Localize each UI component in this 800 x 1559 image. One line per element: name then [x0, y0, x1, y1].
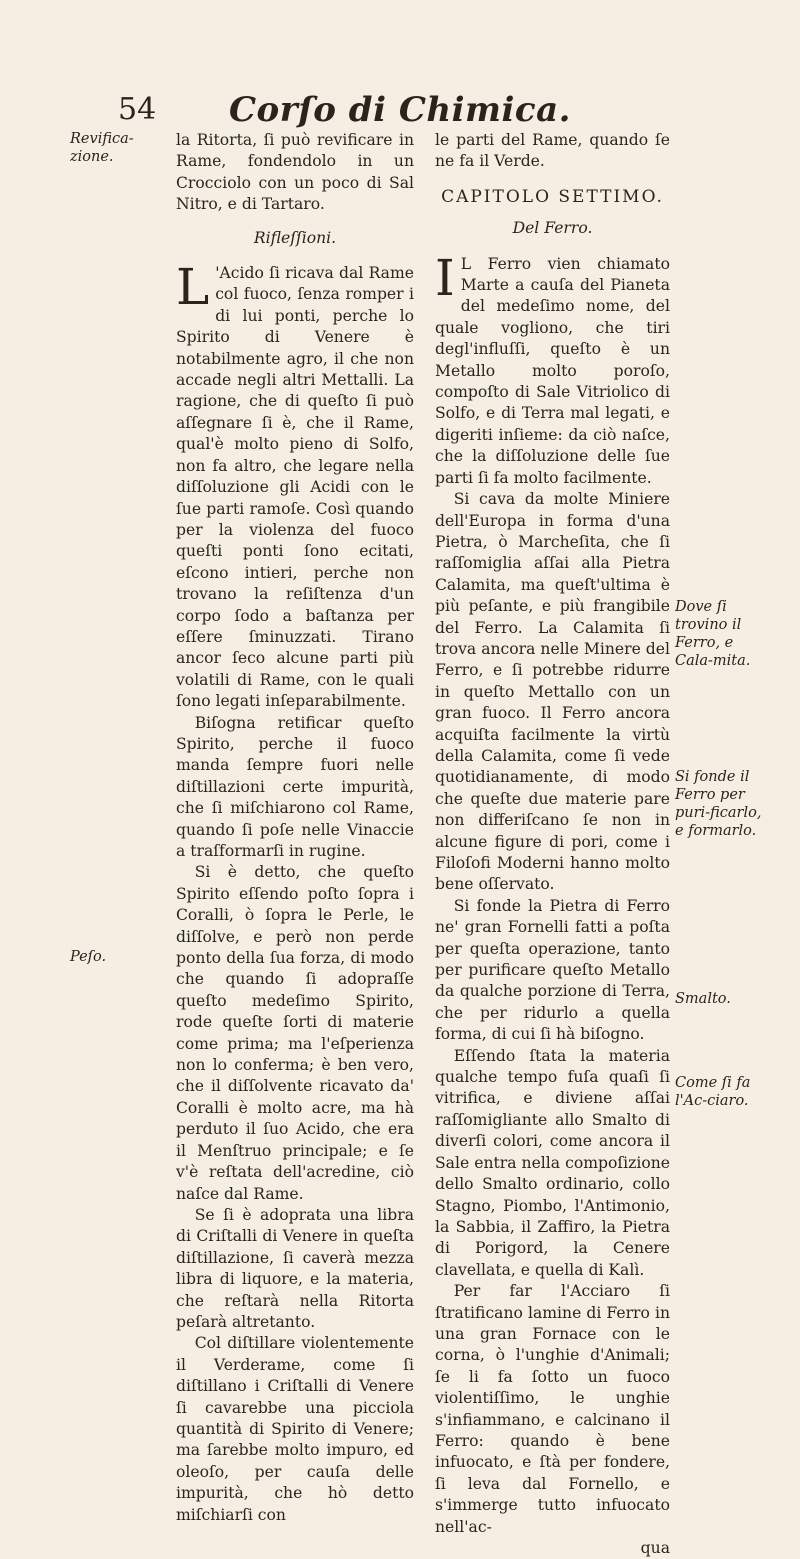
running-title: Corſo di Chimica. [229, 90, 571, 130]
margin-note-acciaro: Come ſi fa l'Ac-ciaro. [675, 1075, 751, 1109]
right-paragraph-2: Si cava da molte Miniere dell'Europa in forma d'una Pietra, ò Marcheſita, che ſi raſſomiglia aſſai alla Pietra Calamita, ma queſt'ultima è più peſante, e più frangibile del Ferro. La Calamita ſi trova ancora nelle Minere del Ferro, e ſi potrebbe ridurre in queſto Mettallo con un gran fuoco. Il Ferro ancora acquiſta facilmente la virtù della Calamita, come ſi vede quotidianamente, di modo che queſte due materie pare non differiſcano ſe non in alcune figure di pori, come i Filoſofi Moderni hanno molto bene oſſervato. [435, 490, 670, 894]
margin-note-dove-si-trovino: Dove ſi trovino il Ferro, e Cala-mita. [675, 599, 751, 669]
left-column [176, 130, 414, 1526]
section-title: Rifleſſioni. [253, 228, 337, 247]
left-paragraph-2: Biſogna retificar queſto Spirito, perche il fuoco manda ſempre fuori nelle diſtillazioni certe impurità, che ſi miſchiarono col Rame, quando ſi poſe nelle Vinaccie a traſformarſi in rugine. [176, 713, 414, 860]
left-paragraph-1: L 'Acido ſi ricava dal Rame col fuoco, ſenza romper i di lui ponti, perche lo Spirito di Venere è notabilmente agro, il che non accade negli altri Mettalli. La ragione, che di queſto ſi può aſſegnare ſi è, che il Rame, qual'è molto pieno di Solfo, non fa altro, che legare nella diſſoluzione gli Acidi con le ſue parti ramoſe. Così quando per la violenza del fuoco queſti ponti ſono ecitati, eſcono intieri, perche non trovano la reſiſtenza d'un corpo ſodo a baſtanza per eſſere ſminuzzati. Tirano ancor ſeco alcune parti più volatili di Rame, con le quali ſono legati inſeparabilmente. [176, 258, 414, 711]
left-intro: la Ritorta, ſi può revificare in Rame, fondendolo in un Crocciolo con un poco di Sal Nitro, e di Tartaro. [176, 131, 414, 214]
catchword: qua [640, 1539, 670, 1557]
margin-note-si-fonde: Si fonde il Ferro per puri-ficarlo, e formarlo. [675, 769, 762, 839]
left-paragraph-4: Se ſi è adoprata una libra di Criſtalli di Venere in queſta diſtillazione, ſi caverà mezza libra di liquore, e la materia, che reſtarà nella Ritorta peſarà altretanto. [176, 1205, 414, 1331]
chapter-subtitle: Del Ferro. [512, 219, 593, 238]
right-paragraph-4: Eſſendo ſtata la materia qualche tempo fuſa quaſi ſi vitrifica, e diviene aſſai raſſomigliante allo Smalto di diverſi colori, come ancora il Sale entra nella compoſizione dello Smalto ordinario, collo Stagno, Piombo, l'Antimonio, la Sabbia, il Zaffiro, la Pietra di Porigord, la Cenere clavellata, e quella di Kalì. [435, 1046, 670, 1279]
dropcap-i: I [435, 248, 455, 307]
left-paragraph-3: Si è detto, che queſto Spirito eſſendo poſto ſopra i Coralli, ò ſopra le Perle, le diſſolve, e però non perde ponto della ſua forza, di modo che quando ſi adopraſſe queſto medeſimo Spirito, rode queſte ſorti di materie come prima; ma l'eſperienza non lo conferma; è ben vero, che il diſſolvente ricavato da' Coralli è molto acre, ma hà perduto il ſuo Acido, che era il Menſtruo principale; e ſe v'è reſtata dell'acredine, ciò naſce dal Rame. [176, 863, 414, 1203]
right-column [435, 130, 670, 1559]
page-number: 54 [118, 92, 157, 127]
page-header [0, 92, 800, 132]
margin-note-peso: Peſo. [70, 949, 107, 965]
dropcap-l: L [176, 258, 210, 317]
right-paragraph-1: I L Ferro vien chiamato Marte a cauſa del Pianeta del medeſimo nome, del quale vogliono, che tiri degl'influſſi, queſto è un Metallo molto poroſo, compoſto di Sale Vitriolico di Solfo, e di Terra mal legati, e digeriti inſieme: da ciò naſce, che la diſſoluzione delle ſue parti ſi fa molto facilmente. [435, 248, 670, 487]
margin-note-smalto: Smalto. [675, 991, 731, 1007]
left-paragraph-5: Col diſtillare violentemente il Verderame, come ſi diſtillano i Criſtalli di Venere ſi cavarebbe una picciola quantità di Spirito di Venere; ma ſarebbe molto impuro, ed oleoſo, per cauſa delle impurità, che hò detto miſchiarſi con [176, 1334, 414, 1524]
margin-note-revificazione: Revifica-zione. [70, 131, 134, 165]
right-paragraph-3: Si fonde la Pietra di Ferro ne' gran Fornelli fatti a poſta per queſta operazione, tanto per purificare queſto Metallo da qualche porzione di Terra, che per ridurlo a quella forma, di cui ſi hà biſogno. [435, 896, 670, 1044]
right-intro: le parti del Rame, quando ſe ne fa il Verde. [435, 131, 670, 171]
right-paragraph-5: Per far l'Acciaro ſi ſtratificano lamine di Ferro in una gran Fornace con le corna, ò l'unghie d'Animali; ſe li fa ſotto un fuoco violentiſſimo, le unghie s'infiammano, e calcinano il Ferro: quando è bene infuocato, e ſtà per fondere, ſi leva dal Fornello, e s'immerge tutto infuocato nell'ac- [435, 1282, 670, 1536]
chapter-title: CAPITOLO SETTIMO. [441, 186, 664, 207]
